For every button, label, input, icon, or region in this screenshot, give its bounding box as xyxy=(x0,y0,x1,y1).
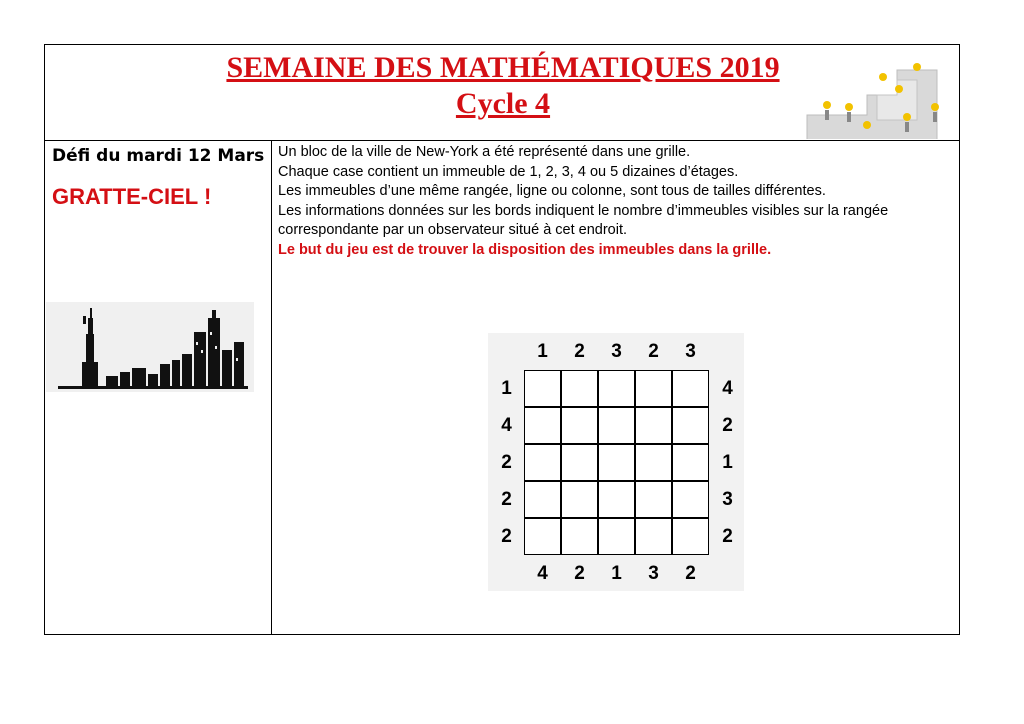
puzzle-description xyxy=(278,143,948,241)
right-clue: 2 xyxy=(722,526,733,547)
left-clue: 1 xyxy=(501,378,512,399)
skyscraper-puzzle xyxy=(488,333,744,591)
description-line: Chaque case contient un immeuble de 1, 2, 3, 4 ou 5 dizaines d’étages. xyxy=(278,163,739,180)
new-york-skyline-image xyxy=(46,302,254,392)
grid-cell[interactable] xyxy=(598,518,635,555)
right-clue: 1 xyxy=(722,452,733,473)
bottom-clue: 4 xyxy=(537,563,548,584)
right-clue: 3 xyxy=(722,489,733,510)
puzzle-team-illustration xyxy=(787,55,947,139)
column-divider xyxy=(271,140,272,634)
grid-cell[interactable] xyxy=(635,518,672,555)
bottom-clue: 1 xyxy=(611,563,622,584)
grid-cell[interactable] xyxy=(672,444,709,481)
page-subtitle: Cycle 4 xyxy=(455,87,551,120)
right-clue: 2 xyxy=(722,415,733,436)
grid-cell[interactable] xyxy=(672,407,709,444)
grid-cell[interactable] xyxy=(598,407,635,444)
header-divider xyxy=(45,140,959,141)
puzzle-goal: Le but du jeu est de trouver la disposition des immeubles dans la grille. xyxy=(278,242,772,258)
grid-cell[interactable] xyxy=(524,481,561,518)
top-clue: 3 xyxy=(611,341,622,362)
top-clue: 3 xyxy=(685,341,696,362)
grid-cell[interactable] xyxy=(524,444,561,481)
grid-cell[interactable] xyxy=(672,370,709,407)
grid-cell[interactable] xyxy=(635,370,672,407)
bottom-clue: 2 xyxy=(574,563,585,584)
grid-cell[interactable] xyxy=(672,518,709,555)
description-line: Les informations données sur les bords indiquent le nombre d’immeubles visibles sur la rangée correspondante par un observateur situé à cet endroit. xyxy=(278,202,889,239)
grid-cell[interactable] xyxy=(635,481,672,518)
description-line: Les immeubles d’une même rangée, ligne ou colonne, sont tous de tailles différentes. xyxy=(278,183,826,200)
description-line: Un bloc de la ville de New-York a été représenté dans une grille. xyxy=(278,144,691,160)
bottom-clue: 2 xyxy=(685,563,696,584)
bottom-clue: 3 xyxy=(648,563,659,584)
top-clue: 2 xyxy=(574,341,585,362)
right-clue: 4 xyxy=(722,378,733,399)
page-title: SEMAINE DES MATHÉMATIQUES 2019 xyxy=(226,51,780,84)
grid-cell[interactable] xyxy=(561,481,598,518)
grid-cell[interactable] xyxy=(524,370,561,407)
grid-cell[interactable] xyxy=(635,444,672,481)
grid-cell[interactable] xyxy=(561,444,598,481)
puzzle-grid xyxy=(524,370,709,555)
grid-cell[interactable] xyxy=(598,370,635,407)
left-clue: 4 xyxy=(501,415,512,436)
left-clue: 2 xyxy=(501,452,512,473)
grid-cell[interactable] xyxy=(598,444,635,481)
top-clue: 2 xyxy=(648,341,659,362)
challenge-name: GRATTE-CIEL ! xyxy=(52,184,212,209)
left-clue: 2 xyxy=(501,489,512,510)
grid-cell[interactable] xyxy=(561,518,598,555)
grid-cell[interactable] xyxy=(672,481,709,518)
grid-cell[interactable] xyxy=(561,370,598,407)
grid-cell[interactable] xyxy=(598,481,635,518)
grid-cell[interactable] xyxy=(561,407,598,444)
grid-cell[interactable] xyxy=(635,407,672,444)
challenge-date: Défi du mardi 12 Mars xyxy=(52,146,265,166)
grid-cell[interactable] xyxy=(524,518,561,555)
top-clue: 1 xyxy=(537,341,548,362)
grid-cell[interactable] xyxy=(524,407,561,444)
left-clue: 2 xyxy=(501,526,512,547)
